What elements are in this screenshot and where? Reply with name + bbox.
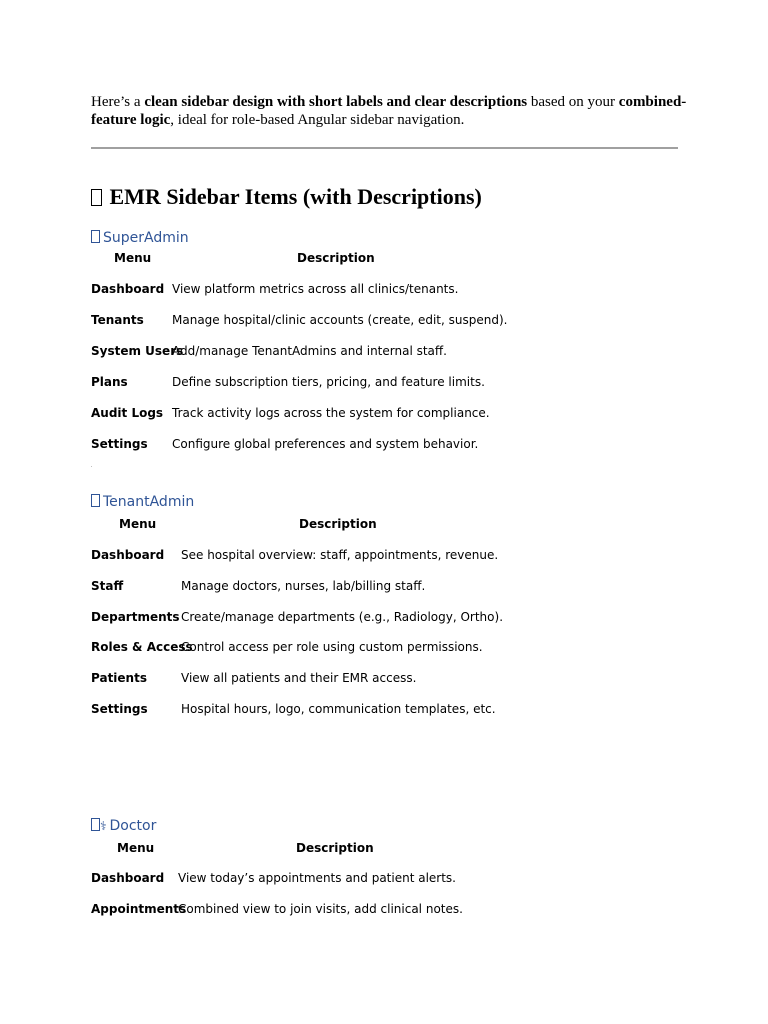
table-header-menu: Menu	[114, 251, 152, 265]
intro-paragraph	[91, 93, 691, 129]
description-cell: Manage doctors, nurses, lab/billing staff.	[181, 579, 426, 593]
menu-cell-tenants: Tenants	[91, 313, 144, 327]
table-header-description: Description	[296, 841, 374, 855]
table-header-description: Description	[297, 251, 375, 265]
section-heading-text: TenantAdmin	[103, 494, 195, 510]
menu-cell-dashboard: Dashboard	[91, 871, 165, 885]
description-cell: See hospital overview: staff, appointments, revenue.	[181, 548, 499, 562]
menu-cell-departments: Departments	[91, 610, 180, 624]
page-title-text: EMR Sidebar Items (with Descriptions)	[109, 184, 482, 209]
section-heading-text: Doctor	[109, 818, 157, 834]
menu-cell-dashboard: Dashboard	[91, 282, 165, 296]
menu-cell-settings: Settings	[91, 437, 148, 451]
table-header-description: Description	[299, 517, 377, 531]
description-cell: Hospital hours, logo, communication templates, etc.	[181, 702, 496, 716]
page-title	[91, 182, 482, 212]
description-cell: Combined view to join visits, add clinical notes.	[178, 902, 463, 916]
description-cell: View platform metrics across all clinics/tenants.	[172, 282, 459, 296]
missing-glyph-icon	[91, 818, 100, 831]
intro-text-2: based on your	[527, 94, 619, 110]
intro-bold-2: combined-feature logic	[91, 94, 687, 128]
menu-cell-staff: Staff	[91, 579, 124, 593]
description-cell: Track activity logs across the system for compliance.	[172, 406, 490, 420]
description-cell: View today’s appointments and patient alerts.	[178, 871, 456, 885]
section-heading-tenantadmin	[91, 492, 194, 512]
menu-cell-settings: Settings	[91, 702, 148, 716]
menu-cell-plans: Plans	[91, 375, 128, 389]
menu-cell-roles-access: Roles & Access	[91, 640, 193, 654]
description-cell: Control access per role using custom permissions.	[181, 640, 483, 654]
stray-dot	[91, 466, 92, 467]
menu-cell-dashboard: Dashboard	[91, 548, 165, 562]
horizontal-divider	[91, 147, 678, 149]
missing-glyph-icon	[91, 494, 100, 507]
menu-cell-appointments: Appointments	[91, 902, 187, 916]
menu-cell-system-users: System Users	[91, 344, 184, 358]
table-header-menu: Menu	[117, 841, 155, 855]
section-heading-doctor	[91, 816, 156, 836]
description-cell: View all patients and their EMR access.	[181, 671, 417, 685]
description-cell: Add/manage TenantAdmins and internal staff.	[172, 344, 447, 358]
section-heading-superadmin	[91, 228, 189, 248]
description-cell: Configure global preferences and system behavior.	[172, 437, 479, 451]
menu-cell-audit-logs: Audit Logs	[91, 406, 164, 420]
section-heading-text: SuperAdmin	[103, 230, 189, 246]
intro-text-3: , ideal for role-based Angular sidebar navigation.	[170, 112, 465, 128]
medical-symbol-icon: ⚕	[100, 819, 107, 833]
menu-cell-patients: Patients	[91, 671, 147, 685]
intro-text-1: Here’s a	[91, 94, 145, 110]
table-header-menu: Menu	[119, 517, 157, 531]
description-cell: Define subscription tiers, pricing, and feature limits.	[172, 375, 485, 389]
description-cell: Manage hospital/clinic accounts (create, edit, suspend).	[172, 313, 508, 327]
description-cell: Create/manage departments (e.g., Radiology, Ortho).	[181, 610, 504, 624]
intro-bold-1: clean sidebar design with short labels and clear descriptions	[144, 94, 528, 110]
missing-glyph-icon	[91, 189, 102, 206]
missing-glyph-icon	[91, 230, 100, 243]
